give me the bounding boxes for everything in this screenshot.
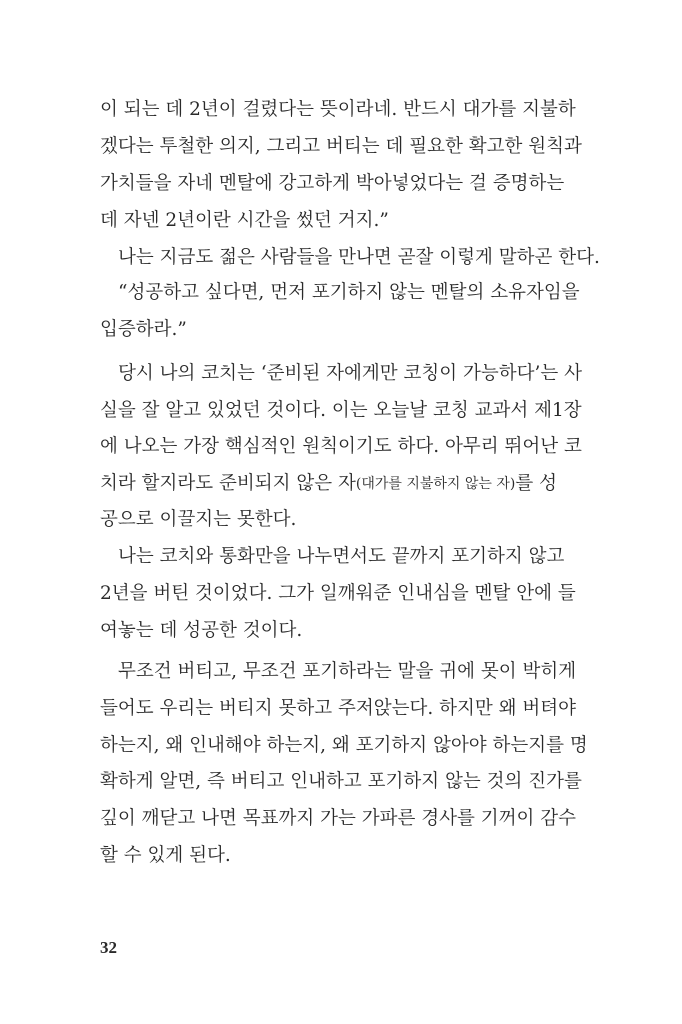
quote-line: “성공하고 싶다면, 먼저 포기하지 않는 멘탈의 소유자임을 bbox=[118, 282, 580, 303]
body-line: 당시 나의 코치는 ‘준비된 자에게만 코칭이 가능하다’는 사 bbox=[118, 363, 582, 384]
body-line: 실을 잘 알고 있었던 것이다. 이는 오늘날 코칭 교과서 제1장 bbox=[100, 400, 582, 421]
body-line: 깊이 깨닫고 나면 목표까지 가는 가파른 경사를 기꺼이 감수 bbox=[100, 808, 576, 829]
body-line: 나는 코치와 통화만을 나누면서도 끝까지 포기하지 않고 bbox=[118, 546, 565, 567]
body-line: 2년을 버틴 것이었다. 그가 일깨워준 인내심을 멘탈 안에 들 bbox=[100, 583, 576, 604]
page-number: 32 bbox=[100, 938, 117, 957]
body-text: 를 성 bbox=[515, 473, 557, 494]
body-line: 이 되는 데 2년이 걸렸다는 뜻이라네. 반드시 대가를 지불하 bbox=[100, 99, 576, 120]
body-line: 가치들을 자네 멘탈에 강고하게 박아넣었다는 걸 증명하는 bbox=[100, 173, 565, 194]
body-line: 공으로 이끌지는 못한다. bbox=[100, 509, 297, 530]
body-text: 치라 할지라도 준비되지 않은 자 bbox=[100, 473, 356, 494]
body-line: 여놓는 데 성공한 것이다. bbox=[100, 620, 303, 641]
parenthetical-note: (대가를 지불하지 않는 자) bbox=[355, 476, 516, 492]
body-line: 확하게 알면, 즉 버티고 인내하고 포기하지 않는 것의 진가를 bbox=[100, 771, 582, 792]
body-line: 에 나오는 가장 핵심적인 원칙이기도 하다. 아무리 뛰어난 코 bbox=[100, 436, 582, 457]
body-line: 데 자넨 2년이란 시간을 썼던 거지.” bbox=[100, 210, 389, 231]
body-line: 무조건 버티고, 무조건 포기하라는 말을 귀에 못이 박히게 bbox=[118, 661, 577, 682]
body-line: 할 수 있게 된다. bbox=[100, 845, 231, 866]
body-line bbox=[100, 472, 555, 496]
body-line: 하는지, 왜 인내해야 하는지, 왜 포기하지 않아야 하는지를 명 bbox=[100, 735, 588, 756]
quote-line: 입증하라.” bbox=[100, 319, 187, 340]
body-line: 나는 지금도 젊은 사람들을 만나면 곧잘 이렇게 말하곤 한다. bbox=[118, 247, 600, 268]
body-line: 들어도 우리는 버티지 못하고 주저앉는다. 하지만 왜 버텨야 bbox=[100, 698, 576, 719]
body-line: 겠다는 투철한 의지, 그리고 버티는 데 필요한 확고한 원칙과 bbox=[100, 136, 582, 157]
